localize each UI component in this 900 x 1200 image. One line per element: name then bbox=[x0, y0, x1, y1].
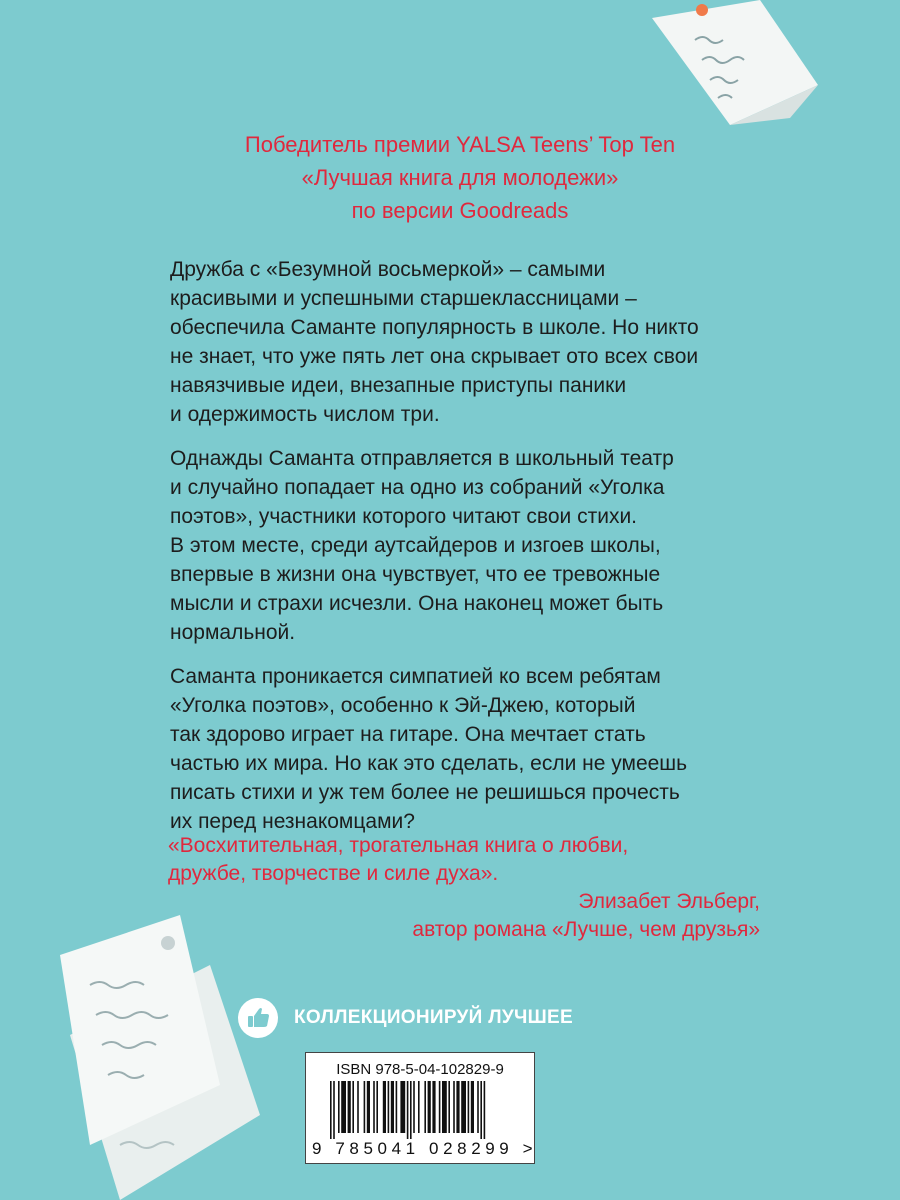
award-line: «Лучшая книга для молодежи» bbox=[301, 165, 619, 190]
award-statement bbox=[0, 128, 900, 227]
barcode-digits: 9 785041 028299 > bbox=[312, 1139, 538, 1158]
blurb-paragraph: Дружба с «Безумной восьмеркой» – самыми красивыми и успешными старшеклассницами – обеспечила Саманте популярность в школе. Но никто не знает, что уже пять лет она скрывает ото всех свои навязчивые идеи, внезапные приступы паники и одержимость числом три. bbox=[170, 258, 699, 426]
blurb-paragraph: Саманта проникается симпатией ко всем ребятам «Уголка поэтов», особенно к Эй-Джею, который так здорово играет на гитаре. Она мечтает стать частью их мира. Но как это сделать, если не умеешь писать стихи и уж тем более не решишься прочесть их перед незнакомцами? bbox=[170, 665, 688, 833]
book-blurb bbox=[170, 255, 790, 851]
quote-text: «Восхитительная, трогательная книга о любви, дружбе, творчестве и силе духа». bbox=[168, 834, 629, 885]
paper-note-illustration-top bbox=[640, 0, 820, 130]
award-line: Победитель премии YALSA Teens’ Top Ten bbox=[244, 132, 676, 157]
series-badge bbox=[238, 998, 573, 1038]
isbn-label: ISBN 978-5-04-102829-9 bbox=[336, 1061, 504, 1078]
review-quote bbox=[168, 832, 768, 944]
pin-icon bbox=[696, 4, 708, 16]
series-label: КОЛЛЕКЦИОНИРУЙ ЛУЧШЕЕ bbox=[294, 1007, 573, 1028]
thumbs-up-icon bbox=[238, 998, 278, 1038]
award-line: по версии Goodreads bbox=[351, 198, 569, 223]
blurb-paragraph: Однажды Саманта отправляется в школьный театр и случайно попадает на одно из собраний «Уголка поэтов», участники которого читают свои стихи. В этом месте, среди аутсайдеров и изгоев школы, впервые в жизни она чувствует, что ее тревожные мысли и страхи исчезли. Она наконец может быть нормальной. bbox=[170, 447, 674, 644]
barcode-bars bbox=[316, 1081, 524, 1139]
isbn-barcode bbox=[305, 1052, 538, 1164]
quote-author: Элизабет Эльберг, bbox=[578, 890, 760, 913]
quote-source: автор романа «Лучше, чем друзья» bbox=[412, 918, 760, 941]
paper-note-illustration-bottom bbox=[60, 915, 260, 1200]
